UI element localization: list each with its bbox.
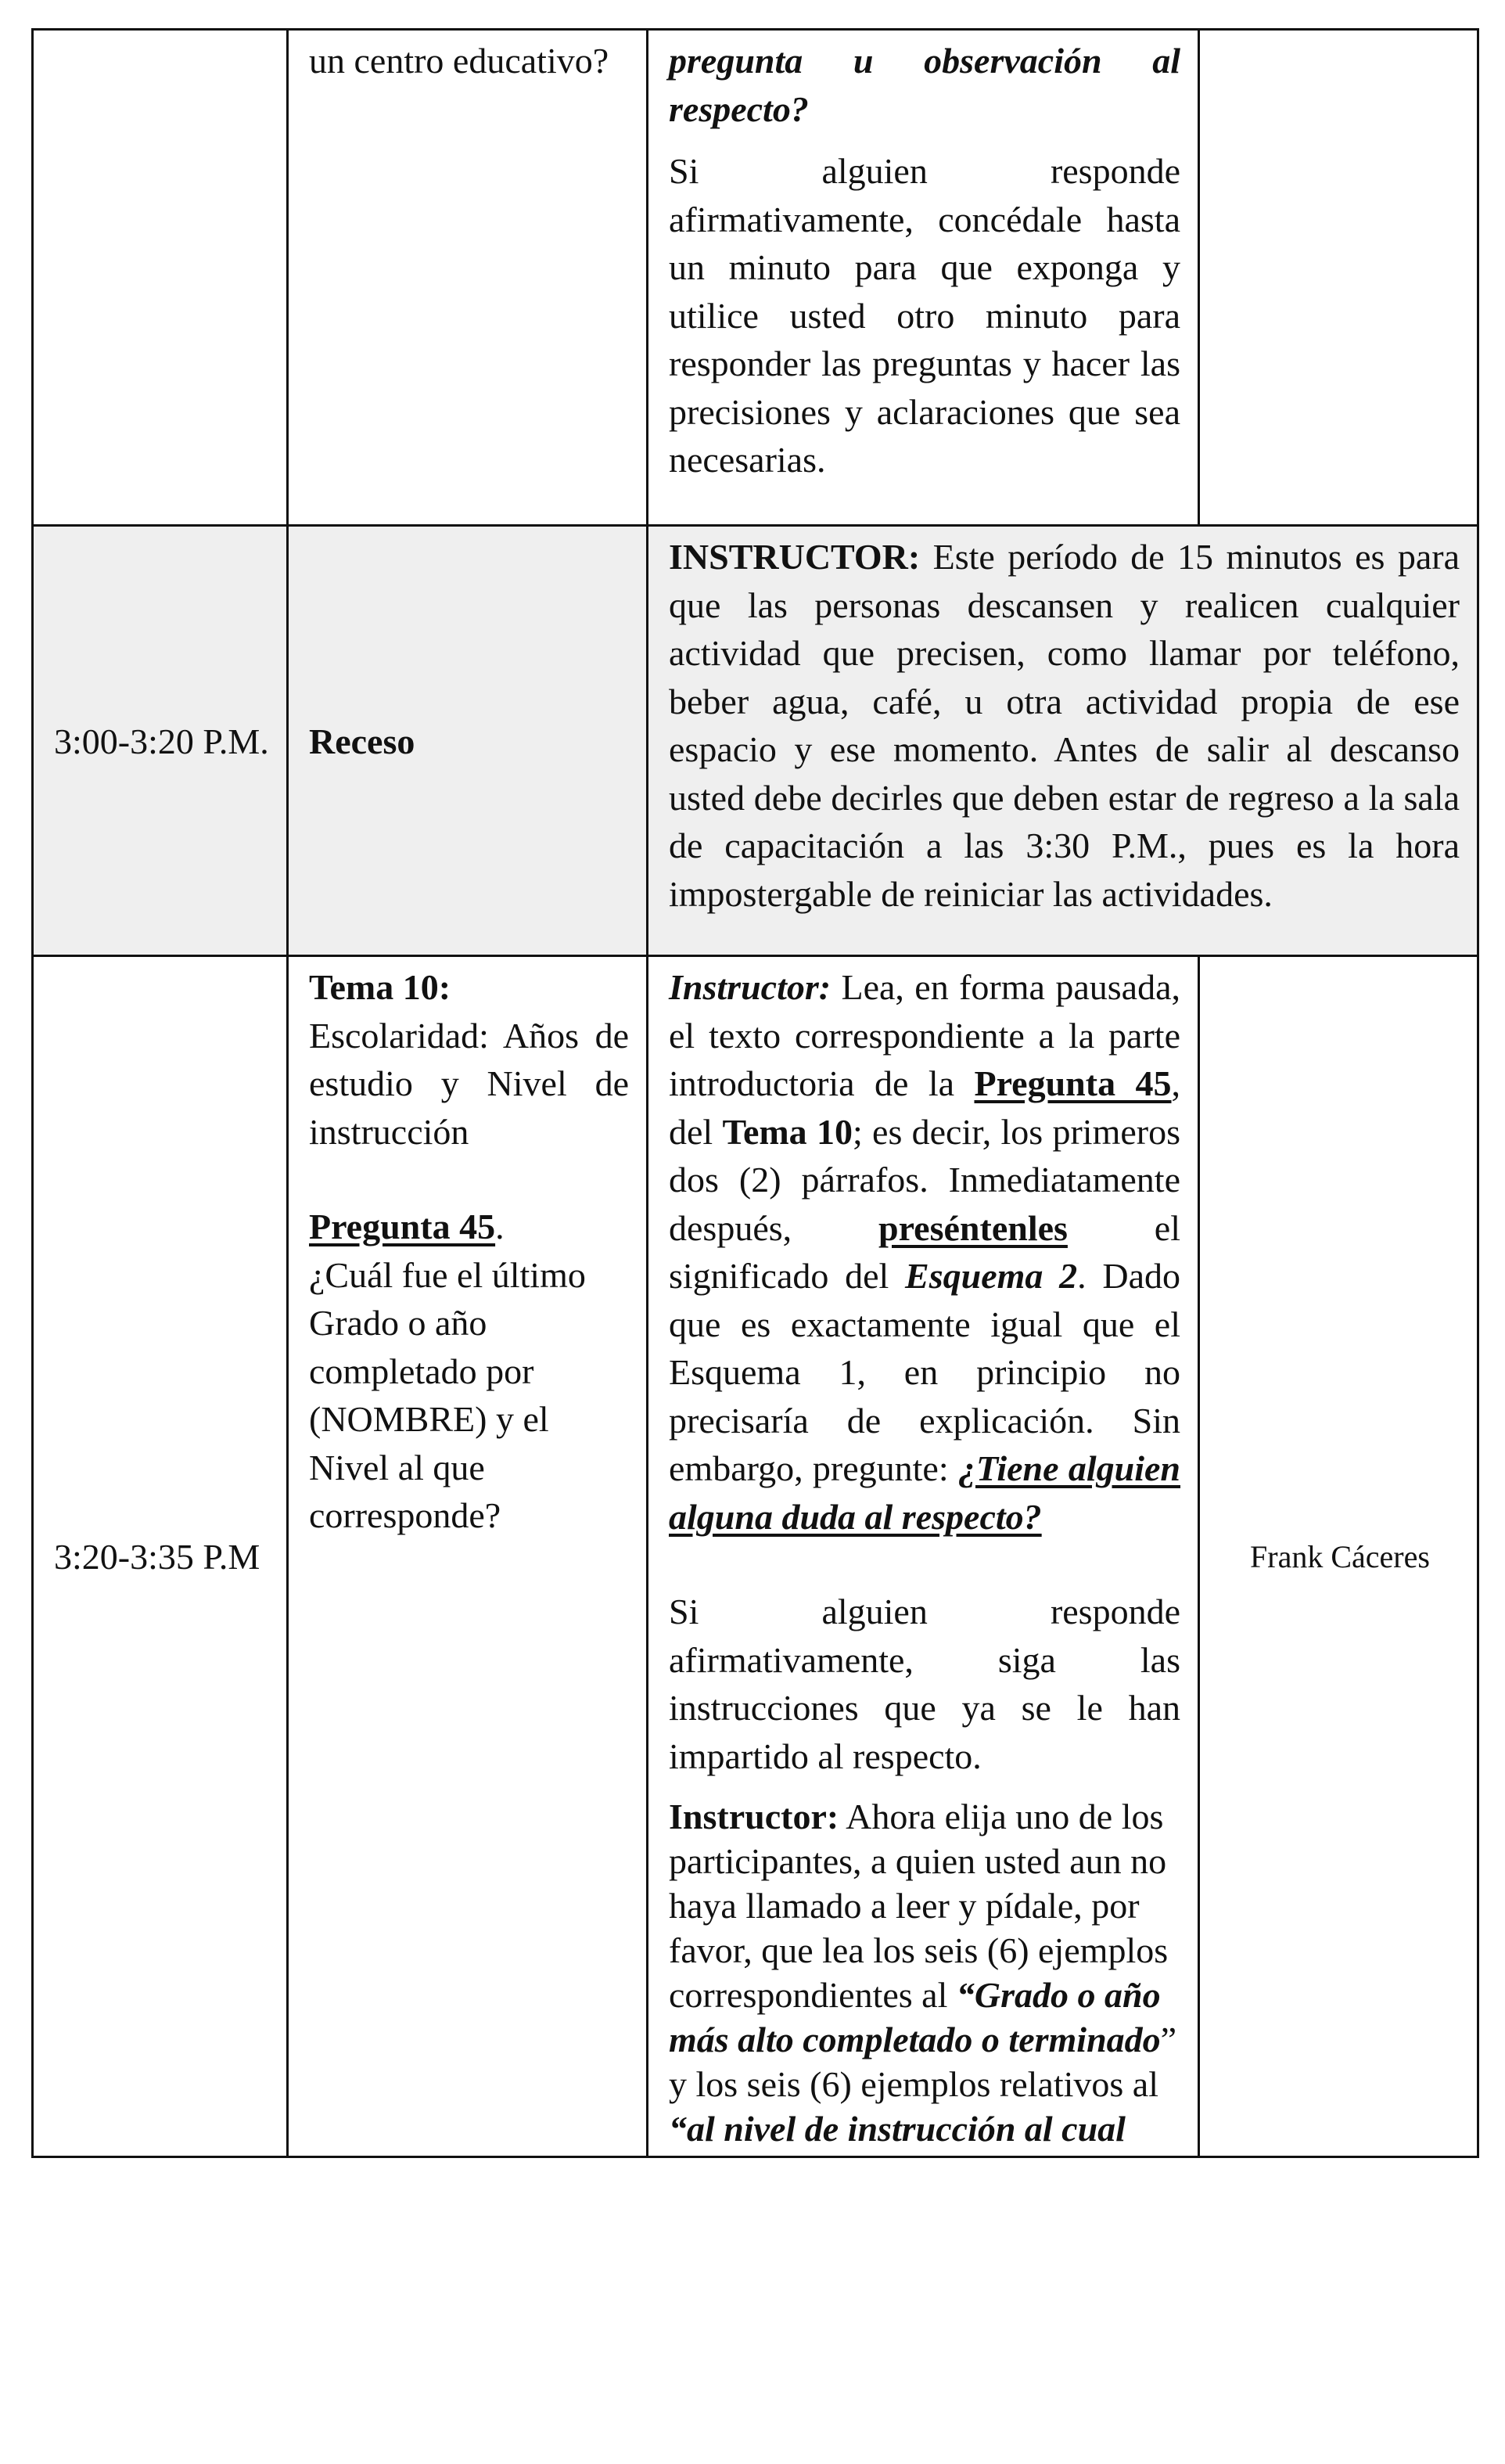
topic-name: Escolaridad: Años de estudio y Nivel de instrucción [309, 1015, 629, 1152]
instructions-paragraph-2: Si alguien responde afirmativamente, siga las instrucciones que ya se le han impartido al respecto. [669, 1592, 1180, 1776]
agenda-table [31, 28, 1479, 2158]
instructions-text: Este período de 15 minutos es para que las personas descansen y realicen cualquier actividad que precisen, como llamar por teléfono, beber agua, café, u otra actividad propia de ese espacio y ese momento. Antes de salir al descanso usted debe decirles que deben estar de regreso a la sala de capacitación a las 3:30 P.M., pues es la hora impostergable de reiniciar las actividades. [669, 537, 1460, 914]
question-text: ¿Cuál fue el último Grado o año completado por (NOMBRE) y el Nivel al que corresponde? [309, 1254, 586, 1535]
instructions-cell [648, 526, 1478, 956]
instructions-paragraph: Si alguien responde afirmativamente, concédale hasta un minuto para que exponga y utilice usted otro minuto para responder las preguntas y hacer las precisiones y aclaraciones que sea necesarias. [669, 151, 1180, 480]
responsible-cell: Frank Cáceres [1199, 956, 1478, 2157]
table-row-receso [33, 526, 1478, 956]
instructions-paragraph-3: Instructor: Ahora elija uno de los participantes, a quien usted aun no haya llamado a leer y pídale, por favor, que lea los seis (6) ejemplos correspondientes al “Grado o año más alto completado o terminado” y los seis (6) ejemplos relativos al “al nivel de instrucción al cual [669, 1797, 1177, 2149]
instructions-paragraph-1: Instructor: Lea, en forma pausada, el texto correspondiente a la parte introductoria de la Pregunta 45, del Tema 10; es decir, los primeros dos (2) párrafos. Inmediatamente después, preséntenles el significado del Esquema 2. Dado que es exactamente igual que el Esquema 1, en principio no precisaría de explicación. Sin embargo, pregunte: ¿Tiene alguien alguna duda al respecto? [669, 967, 1180, 1537]
topic-cell: Receso [288, 526, 648, 956]
time-cell [33, 30, 288, 526]
instructions-cell [648, 30, 1199, 526]
question-label: Pregunta 45. [309, 1207, 505, 1246]
time-cell: 3:00-3:20 P.M. [33, 526, 288, 956]
topic-heading: Tema 10: [309, 967, 451, 1007]
instructions-question: pregunta u observación al respecto? [669, 41, 1180, 129]
topic-cell: un centro educativo? [288, 30, 648, 526]
table-row-continuation [33, 30, 1478, 526]
topic-cell [288, 956, 648, 2157]
table-row-tema-10 [33, 956, 1478, 2157]
responsible-cell [1199, 30, 1478, 526]
instructions-cell [648, 956, 1199, 2157]
time-cell: 3:20-3:35 P.M [33, 956, 288, 2157]
instructor-label: INSTRUCTOR: [669, 537, 921, 577]
